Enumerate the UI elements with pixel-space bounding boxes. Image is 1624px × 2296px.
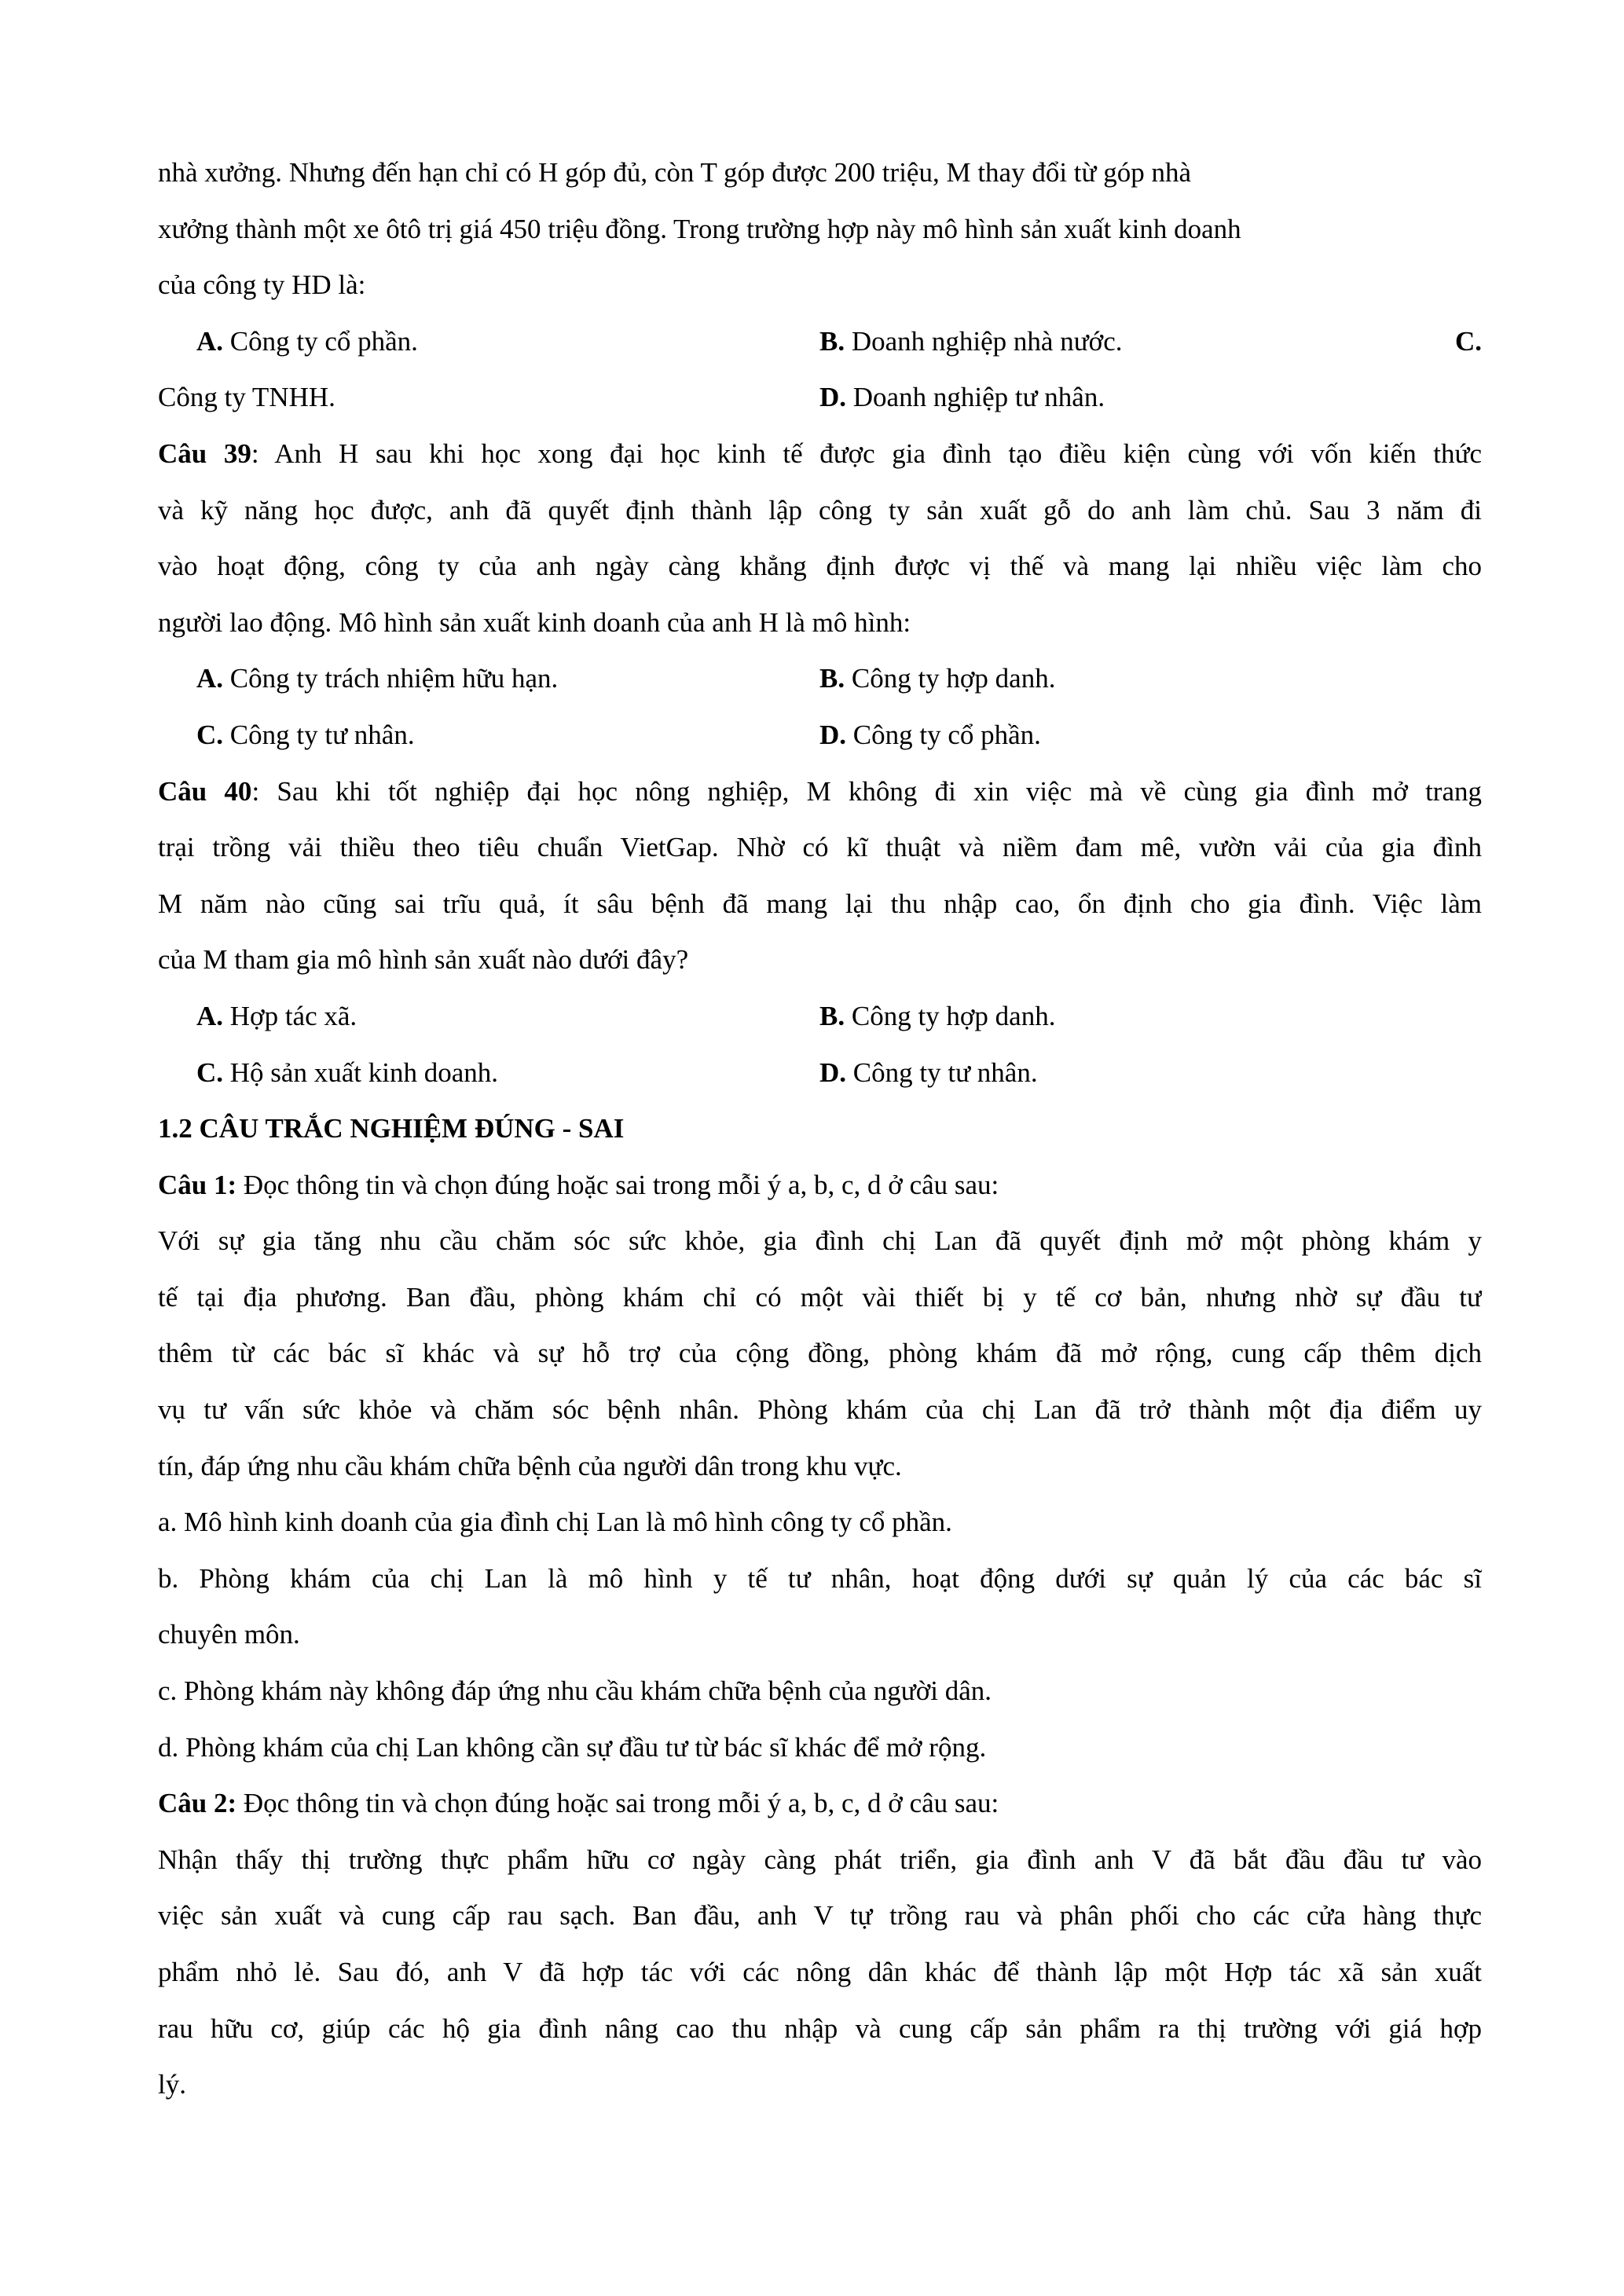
question-prompt: Đọc thông tin và chọn đúng hoặc sai trong mỗi ý a, b, c, d ở câu sau: [236,1169,999,1200]
option-text: Công ty tư nhân. [846,1056,1038,1088]
option-text: Công ty cổ phần. [846,719,1041,750]
question-text: : Sau khi tốt nghiệp đại học nông nghiệp, M không đi xin việc mà về cùng gia đình mở trang [251,775,1482,807]
text-line: phẩm nhỏ lẻ. Sau đó, anh V đã hợp tác với các nông dân khác để thành lập một Hợp tác xã sản xuất [158,1957,1482,1987]
option-label: B. [819,663,845,694]
option-c [196,1045,498,1101]
document-page [158,145,1482,2113]
option-label: C. [1454,325,1482,357]
text-line: tín, đáp ứng nhu cầu khám chữa bệnh của người dân trong khu vực. [158,1450,902,1481]
option-label: D. [819,719,847,750]
statement-d: d. Phòng khám của chị Lan không cần sự đầu tư từ bác sĩ khác để mở rộng. [158,1731,987,1763]
question-label: Câu 40 [158,775,252,807]
options-row [158,650,1482,707]
text-line: Với sự gia tăng nhu cầu chăm sóc sức khỏe, gia đình chị Lan đã quyết định mở một phòng khám y [158,1225,1482,1257]
option-d [819,1045,1038,1101]
option-text: Công ty cổ phần. [223,325,418,357]
text-line: Nhận thấy thị trường thực phẩm hữu cơ ngày càng phát triển, gia đình anh V đã bắt đầu đầu tư vào [158,1844,1482,1875]
option-label: A. [196,325,224,357]
question-40 [158,764,1482,820]
option-a [196,988,357,1045]
option-b [819,313,1122,370]
option-text: Công ty trách nhiệm hữu hạn. [223,663,559,694]
text-line: rau hữu cơ, giúp các hộ gia đình nâng cao thu nhập và cung cấp sản phẩm ra thị trường với giá hợp [158,2012,1482,2044]
option-label: B. [819,325,845,357]
question-prompt: Đọc thông tin và chọn đúng hoặc sai trong mỗi ý a, b, c, d ở câu sau: [236,1788,999,1819]
text-line: M năm nào cũng sai trĩu quả, ít sâu bệnh đã mang lại thu nhập cao, ổn định cho gia đình. Việc làm [158,888,1482,919]
option-label: C. [196,719,224,750]
statement-c: c. Phòng khám này không đáp ứng nhu cầu khám chữa bệnh của người dân. [158,1675,992,1707]
text-line: người lao động. Mô hình sản xuất kinh doanh của anh H là mô hình: [158,606,911,638]
text-line: tế tại địa phương. Ban đầu, phòng khám chỉ có một vài thiết bị y tế cơ bản, nhưng nhờ sự đầu tư [158,1281,1482,1313]
option-text: Hợp tác xã. [223,1000,357,1031]
text-line: nhà xưởng. Nhưng đến hạn chỉ có H góp đủ, còn T góp được 200 triệu, M thay đổi từ góp nhà [158,157,1192,188]
options-row [158,707,1482,764]
option-text: Công ty hợp danh. [845,1000,1056,1031]
options-row [158,369,1482,426]
text-line: vụ tư vấn sức khỏe và chăm sóc bệnh nhân. Phòng khám của chị Lan đã trở thành một địa điểm uy [158,1394,1482,1426]
section-title [158,1100,1482,1157]
option-d [819,707,1041,764]
options-row [158,1045,1482,1101]
question-label: Câu 39 [158,438,251,469]
text-line: của công ty HD là: [158,269,366,301]
option-b [819,988,1055,1045]
text-line: vào hoạt động, công ty của anh ngày càng khẳng định được vị thế và mang lại nhiều việc làm cho [158,551,1482,582]
option-b [819,650,1055,707]
option-label: B. [819,1000,845,1031]
text-line: và kỹ năng học được, anh đã quyết định thành lập công ty sản xuất gỗ do anh làm chủ. Sau 3 năm đi [158,494,1482,525]
option-c-label [1455,313,1482,370]
option-label: C. [196,1056,224,1088]
option-d [819,369,1105,426]
text-line: xưởng thành một xe ôtô trị giá 450 triệu đồng. Trong trường hợp này mô hình sản xuất kinh doanh [158,213,1241,244]
text-line: của M tham gia mô hình sản xuất nào dưới đây? [158,944,689,976]
option-text: Công ty tư nhân. [223,719,415,750]
text-line: thêm từ các bác sĩ khác và sự hỗ trợ của cộng đồng, phòng khám đã mở rộng, cung cấp thêm dịch [158,1338,1482,1369]
option-a [196,313,418,370]
text-line: lý. [158,2069,186,2100]
question-label: Câu 1: [158,1169,237,1200]
option-a [196,650,558,707]
option-text: Công ty hợp danh. [845,663,1056,694]
statement-a: a. Mô hình kinh doanh của gia đình chị Lan là mô hình công ty cổ phần. [158,1507,952,1538]
text-line: việc sản xuất và cung cấp rau sạch. Ban đầu, anh V tự trồng rau và phân phối cho các cửa hàng thực [158,1900,1482,1932]
option-c [196,707,415,764]
section-title-text: 1.2 CÂU TRẮC NGHIỆM ĐÚNG - SAI [158,1113,625,1144]
option-label: A. [196,663,224,694]
option-label: D. [819,382,847,413]
option-label: A. [196,1000,224,1031]
tf-question-1 [158,1157,1482,1214]
options-row [158,313,1482,370]
option-text: Doanh nghiệp nhà nước. [845,325,1123,357]
option-label: D. [819,1056,847,1088]
option-text: Doanh nghiệp tư nhân. [846,382,1105,413]
option-c-text: Công ty TNHH. [158,382,335,413]
text-line: trại trồng vải thiều theo tiêu chuẩn VietGap. Nhờ có kĩ thuật và niềm đam mê, vườn vải của gia đình [158,832,1482,863]
statement-b: b. Phòng khám của chị Lan là mô hình y tế tư nhân, hoạt động dưới sự quản lý của các bác sĩ [158,1562,1482,1594]
question-text: : Anh H sau khi học xong đại học kinh tế được gia đình tạo điều kiện cùng với vốn kiến thức [251,438,1482,469]
question-39 [158,426,1482,482]
option-text: Hộ sản xuất kinh doanh. [223,1056,498,1088]
question-label: Câu 2: [158,1788,237,1819]
statement-b-cont: chuyên môn. [158,1619,300,1650]
options-row [158,988,1482,1045]
tf-question-2 [158,1775,1482,1832]
